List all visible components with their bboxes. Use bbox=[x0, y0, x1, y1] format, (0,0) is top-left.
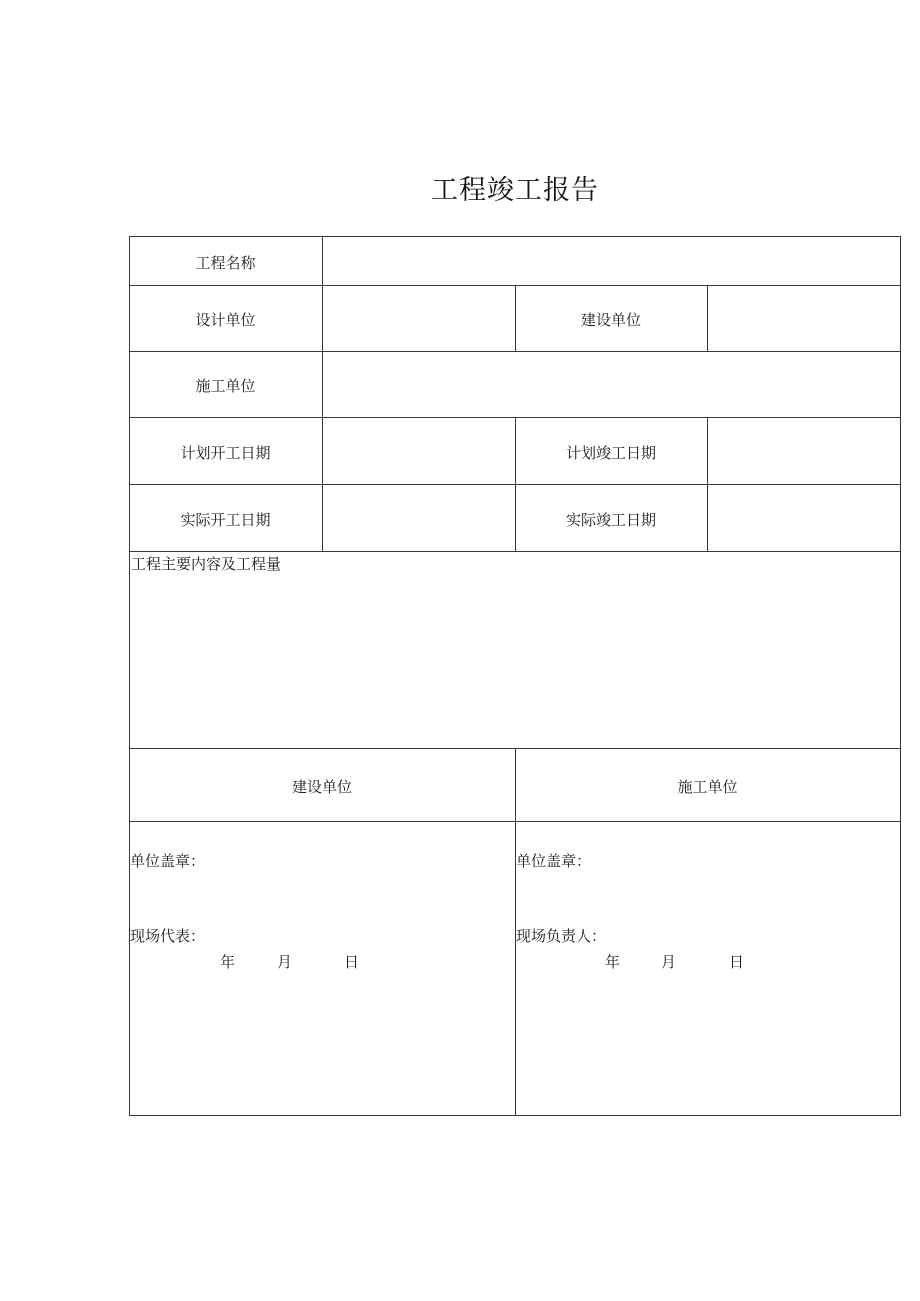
actual-start-label: 实际开工日期 bbox=[180, 511, 271, 529]
contractor-label: 施工单位 bbox=[195, 377, 256, 395]
client-seal-label: 单位盖章： bbox=[130, 852, 206, 870]
contractor-signature-area[interactable] bbox=[516, 822, 900, 1115]
client-unit-field[interactable] bbox=[708, 286, 900, 351]
page-title: 工程竣工报告 bbox=[431, 175, 599, 206]
client-signature-header: 建设单位 bbox=[291, 778, 352, 796]
actual-finish-label: 实际竣工日期 bbox=[565, 511, 656, 529]
scope-field[interactable] bbox=[130, 575, 900, 748]
design-unit-label: 设计单位 bbox=[195, 311, 256, 329]
contractor-responsible-label: 现场负责人： bbox=[516, 927, 607, 945]
client-representative-label: 现场代表： bbox=[130, 927, 206, 945]
design-unit-field[interactable] bbox=[323, 286, 515, 351]
table-border-right bbox=[900, 236, 901, 1116]
scope-label: 工程主要内容及工程量 bbox=[131, 555, 282, 573]
actual-start-field[interactable] bbox=[323, 485, 515, 551]
planned-start-label: 计划开工日期 bbox=[180, 444, 271, 462]
col-divider-mid-row4-5 bbox=[515, 417, 516, 552]
client-signature-area[interactable] bbox=[130, 822, 515, 1115]
planned-finish-label: 计划竣工日期 bbox=[565, 444, 656, 462]
contractor-date-year: 年 bbox=[605, 953, 621, 971]
contractor-date-month: 月 bbox=[661, 953, 677, 971]
contractor-signature-header: 施工单位 bbox=[677, 778, 738, 796]
project-name-label: 工程名称 bbox=[195, 254, 256, 272]
planned-finish-field[interactable] bbox=[708, 418, 900, 484]
actual-finish-field[interactable] bbox=[708, 485, 900, 551]
contractor-date-day: 日 bbox=[729, 953, 745, 971]
client-unit-label: 建设单位 bbox=[580, 311, 641, 329]
client-date-day: 日 bbox=[344, 953, 360, 971]
contractor-seal-label: 单位盖章： bbox=[516, 852, 592, 870]
project-name-field[interactable] bbox=[323, 237, 900, 285]
client-date-month: 月 bbox=[277, 953, 293, 971]
contractor-field[interactable] bbox=[323, 352, 900, 417]
planned-start-field[interactable] bbox=[323, 418, 515, 484]
client-date-year: 年 bbox=[220, 953, 236, 971]
